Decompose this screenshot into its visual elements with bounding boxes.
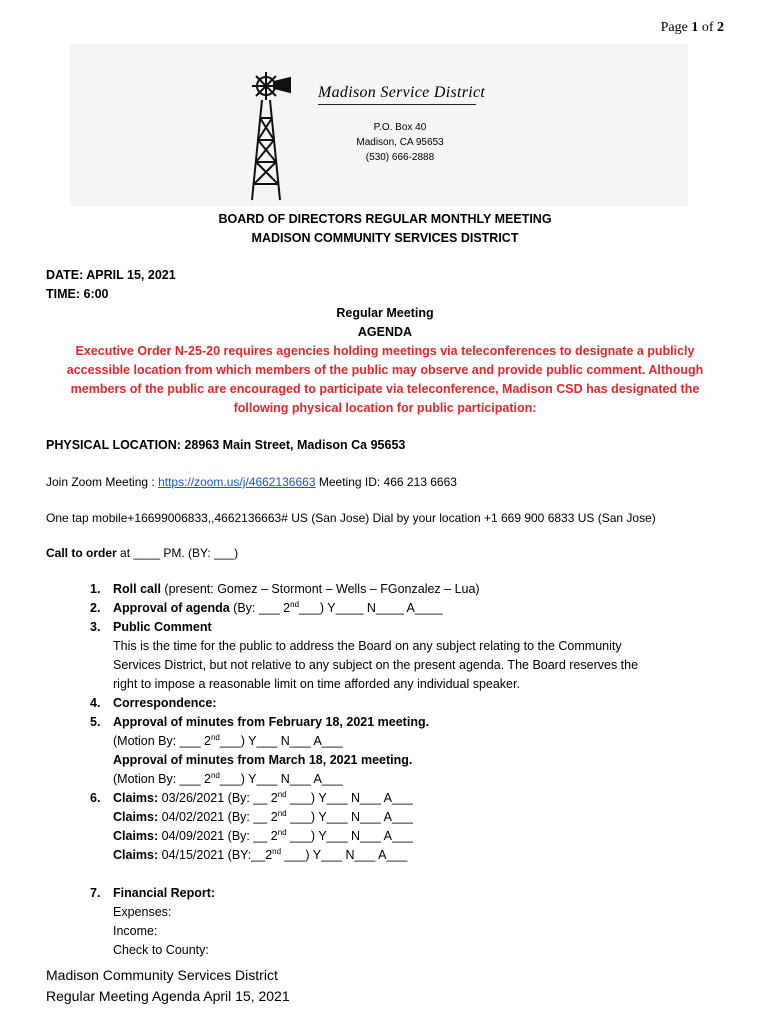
district-heading: MADISON COMMUNITY SERVICES DISTRICT <box>251 231 519 245</box>
letterhead-title: Madison Service District <box>318 84 486 101</box>
meeting-type: Regular Meeting <box>336 306 434 320</box>
address-line: Madison, CA 95653 <box>356 137 444 148</box>
footer-agenda-date: Regular Meeting Agenda April 15, 2021 <box>46 988 290 1004</box>
agenda-item-minutes: 5. Approval of minutes from February 18, 2021 meeting. (Motion By: ___ 2nd___) Y___ N___ A___ Approval of minutes from March 18, 2021 meeting. (Motion By: ___ 2nd___) Y___ N___ A___ <box>90 715 430 786</box>
letterhead-rule <box>318 104 476 105</box>
windmill-logo-icon <box>244 70 294 204</box>
meeting-time: TIME: 6:00 <box>46 287 109 301</box>
physical-location: PHYSICAL LOCATION: 28963 Main Street, Madison Ca 95653 <box>46 438 406 452</box>
agenda-item-approval: 2. Approval of agenda (By: ___ 2nd___) Y____ N____ A____ <box>90 599 443 615</box>
zoom-line: Join Zoom Meeting : https://zoom.us/j/4662136663 Meeting ID: 466 213 6663 <box>46 475 457 489</box>
agenda-item-claims: 6. Claims: 03/26/2021 (By: __ 2nd ___) Y___ N___ A___ Claims: 04/02/2021 (By: __ 2nd ___) Y___ N___ A___ Claims: 04/09/2021 (By: __ 2nd ___) Y___ N___ A___ Claims: 04/15/2021 (BY:__2nd ___) Y___ N___ A___ <box>90 789 413 862</box>
address-line: P.O. Box 40 <box>373 122 427 133</box>
agenda-label: AGENDA <box>357 325 413 339</box>
agenda-item-financial-report: 7. Financial Report: Expenses: Income: Check to County: <box>90 886 216 957</box>
call-to-order: Call to order at ____ PM. (BY: ___) <box>46 546 239 560</box>
agenda-items <box>90 580 730 960</box>
page-number: Page 1 of 2 <box>660 20 724 35</box>
footer-district: Madison Community Services District <box>46 967 278 983</box>
executive-order-notice: Executive Order N-25-20 requires agencies holding meetings via teleconferences to designate a publicly accessible location from which members of the public may observe and provide public comment. Although members of the public are encouraged to participate via teleconference, Madison CSD has designated the following physical location for public participation: <box>66 344 704 415</box>
agenda-item-correspondence: 4. Correspondence: <box>90 696 217 710</box>
zoom-link[interactable]: https://zoom.us/j/4662136663 <box>158 475 316 489</box>
agenda-item-roll-call: 1. Roll call (present: Gomez – Stormont – Wells – FGonzalez – Lua) <box>90 582 480 596</box>
meeting-date: DATE: APRIL 15, 2021 <box>46 268 176 282</box>
agenda-item-public-comment: 3. Public Comment This is the time for the public to address the Board on any subject relating to the Community Services District, but not relative to any subject on the present agenda. The Board reserves the right to impose a reasonable limit on time afforded any individual speaker. <box>90 620 639 691</box>
address-line: (530) 666-2888 <box>365 152 435 163</box>
one-tap-line: One tap mobile+16699006833,,4662136663# US (San Jose) Dial by your location +1 669 900 6833 US (San Jose) <box>46 511 656 525</box>
meeting-heading: BOARD OF DIRECTORS REGULAR MONTHLY MEETING <box>218 212 552 226</box>
